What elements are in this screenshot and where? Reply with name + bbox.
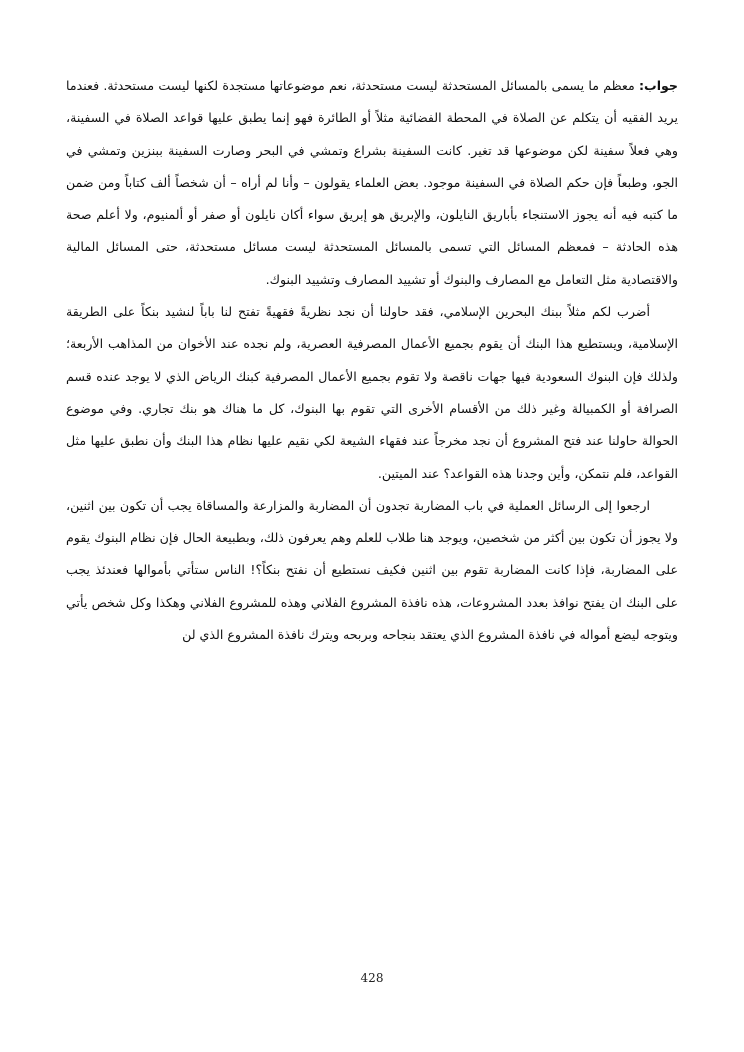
body-text bbox=[66, 70, 678, 651]
paragraph-mudaraba bbox=[66, 490, 678, 651]
paragraph-answer bbox=[66, 70, 678, 296]
paragraph-example bbox=[66, 296, 678, 490]
page-number: 428 bbox=[360, 971, 384, 985]
paragraph-text: ارجعوا إلى الرسائل العملية في باب المضاربة تجدون أن المضاربة والمزارعة والمساقاة يجب أن تكون بين اثنين، ولا يجوز أن تكون بين أكثر من شخصين، ويوجد هنا طلاب للعلم وهم يعرفون ذلك، وبطبيعة الحال فإن نظام البنوك يقوم على المضاربة، فإذا كانت المضاربة تقوم بين اثنين فكيف نستطيع أن نفتح بنكاً؟! الناس ستأتي بأموالها فعندئذ يجب على البنك ان يفتح نوافذ بعدد المشروعات، هذه نافذة المشروع الفلاني وهذه للمشروع الفلاني وهكذا وكل شخص يأتي ويتوجه ليضع أمواله في نافذة المشروع الذي يعتقد بنجاحه وبربحه ويترك نافذة المشروع الذي لن bbox=[66, 497, 678, 643]
paragraph-text: معظم ما يسمى بالمسائل المستحدثة ليست مستحدثة، نعم موضوعاتها مستجدة لكنها ليست مستحدثة. فعندما يريد الفقيه أن يتكلم عن الصلاة في المحطة الفضائية مثلاً أو الطائرة فهو إنما يطبق عليها قواعد الصلاة في السفينة، وهي فعلاً سفينة لكن موضوعها قد تغير. كانت السفينة بشراع وتمشي في البحر وصارت السفينة ببنزين وتمشي في الجو، وطبعاً فإن حكم الصلاة في السفينة موجود. بعض العلماء يقولون – وأنا لم أراه – أن شخصاً ألف كتاباً ومن ضمن ما كتبه فيه أنه يجوز الاستنجاء بأباريق النايلون، والإبريق هو إبريق سواء أكان نايلون أو صفر أو ألمنيوم، ولا أعلم صحة هذه الحادثة – فمعظم المسائل التي تسمى بالمسائل المستحدثة ليست مسائل مستحدثة، حتى المسائل المالية والاقتصادية مثل التعامل مع المصارف والبنوك أو تشييد المصارف وتشييد البنوك. bbox=[66, 78, 678, 287]
paragraph-text: أضرب لكم مثلاً ببنك البحرين الإسلامي، فقد حاولنا أن نجد نظريةً فقهيةً تفتح لنا باباً لنشيد بنكاً على الطريقة الإسلامية، ويستطيع هذا البنك أن يقوم بجميع الأعمال المصرفية العصرية، ولم نجده عند الأخوان من المذاهب الأربعة؛ ولذلك فإن البنوك السعودية فيها جهات ناقصة ولا تقوم بجميع الأعمال المصرفية كبنك الرياض الذي لا يوجد عنده قسم الصرافة أو الكمبيالة وغير ذلك من الأقسام الأخرى التي تقوم بها البنوك، كل ما هناك هو بنك تجاري. وفي موضوع الحوالة حاولنا عند فتح المشروع أن نجد مخرجاً عند فقهاء الشيعة لكي نقيم عليها نظام هذا البنك وأن نطبق عليها مثل القواعد، فلم نتمكن، وأين وجدنا هذه القواعد؟ عند الميتين. bbox=[66, 304, 678, 481]
answer-label: جواب: bbox=[639, 78, 678, 93]
